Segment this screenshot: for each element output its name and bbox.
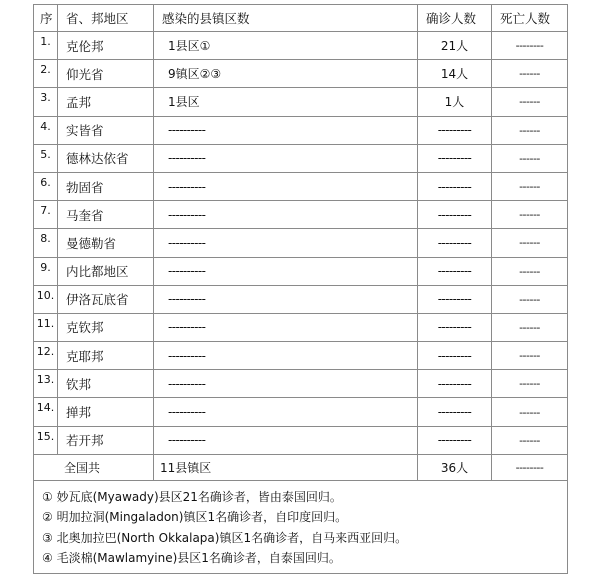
- table-row: [34, 201, 568, 229]
- row-deaths: ------: [492, 144, 568, 172]
- row-seq: 2.: [34, 60, 58, 88]
- row-confirmed: ---------: [418, 426, 492, 454]
- row-confirmed: 1人: [418, 88, 492, 116]
- row-townships: ----------: [154, 313, 418, 341]
- row-deaths: ------: [492, 88, 568, 116]
- row-region: 掸邦: [58, 398, 154, 426]
- row-confirmed: 21人: [418, 32, 492, 60]
- row-townships: ----------: [154, 144, 418, 172]
- total-townships: 11县镇区: [154, 454, 418, 480]
- row-region: 曼德勒省: [58, 229, 154, 257]
- total-label: 全国共: [34, 454, 154, 480]
- row-region: 孟邦: [58, 88, 154, 116]
- row-region: 勃固省: [58, 172, 154, 200]
- table-row: [34, 313, 568, 341]
- header-confirmed: 确诊人数: [418, 5, 492, 32]
- table-row: [34, 370, 568, 398]
- row-confirmed: ---------: [418, 370, 492, 398]
- row-seq: 4.: [34, 116, 58, 144]
- row-seq: 6.: [34, 172, 58, 200]
- footnote: ③ 北奥加拉巴(North Okkalapa)镇区1名确诊者，自马来西亚回归。: [42, 530, 408, 545]
- row-confirmed: ---------: [418, 229, 492, 257]
- row-townships: 9镇区②③: [154, 60, 418, 88]
- footnote: ① 妙瓦底(Myawady)县区21名确诊者，皆由泰国回归。: [42, 489, 342, 504]
- table-row: [34, 60, 568, 88]
- table-row: [34, 426, 568, 454]
- row-townships: 1县区: [154, 88, 418, 116]
- row-townships: ----------: [154, 229, 418, 257]
- row-confirmed: 14人: [418, 60, 492, 88]
- footnote: ④ 毛淡棉(Mawlamyine)县区1名确诊者，自泰国回归。: [42, 551, 341, 566]
- row-seq: 10.: [34, 285, 58, 313]
- row-townships: ----------: [154, 172, 418, 200]
- row-seq: 7.: [34, 201, 58, 229]
- row-seq: 5.: [34, 144, 58, 172]
- row-deaths: ------: [492, 257, 568, 285]
- row-seq: 14.: [34, 398, 58, 426]
- row-region: 马奎省: [58, 201, 154, 229]
- row-deaths: ------: [492, 172, 568, 200]
- header-deaths: 死亡人数: [492, 5, 568, 32]
- table-row: [34, 342, 568, 370]
- total-deaths: --------: [492, 454, 568, 480]
- row-confirmed: ---------: [418, 313, 492, 341]
- notes-row: [34, 480, 568, 573]
- row-region: 克耶邦: [58, 342, 154, 370]
- footnotes: [34, 480, 568, 573]
- row-deaths: ------: [492, 398, 568, 426]
- row-region: 仰光省: [58, 60, 154, 88]
- row-townships: ----------: [154, 257, 418, 285]
- row-region: 实皆省: [58, 116, 154, 144]
- total-row: [34, 454, 568, 480]
- row-deaths: --------: [492, 32, 568, 60]
- row-townships: ----------: [154, 342, 418, 370]
- table-row: [34, 172, 568, 200]
- case-table: [33, 4, 568, 574]
- row-deaths: ------: [492, 116, 568, 144]
- row-region: 德林达依省: [58, 144, 154, 172]
- row-townships: ----------: [154, 285, 418, 313]
- row-townships: ----------: [154, 370, 418, 398]
- row-confirmed: ---------: [418, 201, 492, 229]
- row-deaths: ------: [492, 60, 568, 88]
- table-row: [34, 88, 568, 116]
- footnote: ② 明加拉洞(Mingaladon)镇区1名确诊者，自印度回归。: [42, 510, 348, 525]
- row-seq: 13.: [34, 370, 58, 398]
- table-row: [34, 229, 568, 257]
- table-row: [34, 257, 568, 285]
- row-confirmed: ---------: [418, 172, 492, 200]
- row-deaths: ------: [492, 426, 568, 454]
- row-deaths: ------: [492, 229, 568, 257]
- row-seq: 1.: [34, 32, 58, 60]
- row-townships: ----------: [154, 201, 418, 229]
- row-deaths: ------: [492, 342, 568, 370]
- row-deaths: ------: [492, 201, 568, 229]
- row-confirmed: ---------: [418, 116, 492, 144]
- table-row: [34, 32, 568, 60]
- row-region: 内比都地区: [58, 257, 154, 285]
- row-confirmed: ---------: [418, 398, 492, 426]
- row-region: 钦邦: [58, 370, 154, 398]
- row-confirmed: ---------: [418, 285, 492, 313]
- row-region: 伊洛瓦底省: [58, 285, 154, 313]
- total-confirmed: 36人: [418, 454, 492, 480]
- header-seq: 序: [34, 5, 58, 32]
- header-region: 省、邦地区: [58, 5, 154, 32]
- table-row: [34, 144, 568, 172]
- row-confirmed: ---------: [418, 342, 492, 370]
- row-seq: 3.: [34, 88, 58, 116]
- header-townships: 感染的县镇区数: [154, 5, 418, 32]
- row-deaths: ------: [492, 313, 568, 341]
- row-region: 克伦邦: [58, 32, 154, 60]
- table-row: [34, 285, 568, 313]
- row-seq: 12.: [34, 342, 58, 370]
- row-townships: ----------: [154, 398, 418, 426]
- table-row: [34, 398, 568, 426]
- row-townships: ----------: [154, 116, 418, 144]
- row-seq: 11.: [34, 313, 58, 341]
- row-confirmed: ---------: [418, 144, 492, 172]
- row-deaths: ------: [492, 285, 568, 313]
- row-townships: 1县区①: [154, 32, 418, 60]
- row-seq: 15.: [34, 426, 58, 454]
- row-region: 克钦邦: [58, 313, 154, 341]
- row-confirmed: ---------: [418, 257, 492, 285]
- row-deaths: ------: [492, 370, 568, 398]
- row-seq: 8.: [34, 229, 58, 257]
- row-townships: ----------: [154, 426, 418, 454]
- row-region: 若开邦: [58, 426, 154, 454]
- table-header-row: [34, 5, 568, 32]
- table-row: [34, 116, 568, 144]
- covid-case-document: [33, 4, 567, 574]
- row-seq: 9.: [34, 257, 58, 285]
